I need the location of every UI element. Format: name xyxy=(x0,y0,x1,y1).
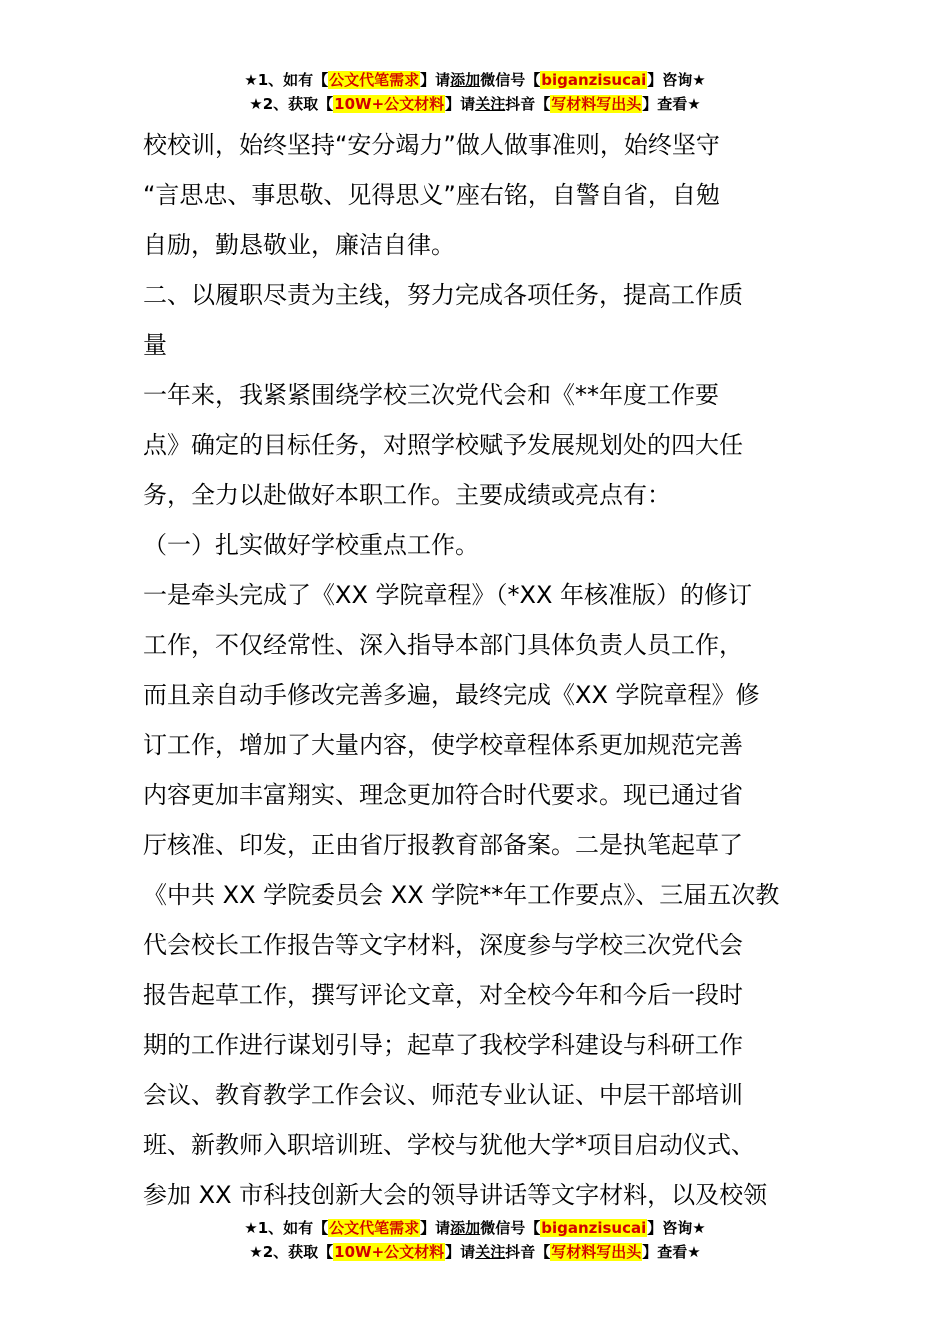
wechat-id-highlight: biganzisucai xyxy=(541,1219,647,1237)
body-line: 而且亲自动手修改完善多遍，最终完成《XX 学院章程》修 xyxy=(143,681,760,709)
promo-text: 2、获取【 xyxy=(262,95,334,113)
douyin-id-highlight: 写材料写出头 xyxy=(551,95,642,113)
body-line: 自励，勤恳敬业，廉洁自律。 xyxy=(143,231,455,259)
promo-underlined-text: 添加 xyxy=(450,71,481,89)
promo-text: 微信号【 xyxy=(480,71,541,89)
header-promo-banner xyxy=(0,68,950,116)
promo-text: 】查看 xyxy=(642,1243,688,1261)
body-line: 班、新教师入职培训班、学校与犹他大学*项目启动仪式、 xyxy=(143,1131,755,1159)
promo-highlight: 公文代笔需求 xyxy=(329,1219,420,1237)
body-line: 内容更加丰富翔实、理念更加符合时代要求。现已通过省 xyxy=(143,781,743,809)
promo-underlined-text: 关注 xyxy=(475,1243,506,1261)
promo-text: 】请 xyxy=(445,1243,476,1261)
body-line: 代会校长工作报告等文字材料，深度参与学校三次党代会 xyxy=(143,931,743,959)
star-icon: ★ xyxy=(692,1219,706,1237)
promo-text: 微信号【 xyxy=(480,1219,541,1237)
star-icon: ★ xyxy=(249,95,263,113)
star-icon: ★ xyxy=(687,1243,701,1261)
body-line: 会议、教育教学工作会议、师范专业认证、中层干部培训 xyxy=(143,1081,743,1109)
body-line: 一年来，我紧紧围绕学校三次党代会和《**年度工作要 xyxy=(143,381,719,409)
body-line: 厅核准、印发，正由省厅报教育部备案。二是执笔起草了 xyxy=(143,831,743,859)
body-line: 报告起草工作，撰写评论文章，对全校今年和今后一段时 xyxy=(143,981,743,1009)
footer-promo-line-1 xyxy=(0,1216,950,1240)
promo-highlight: 10W+公文材料 xyxy=(334,95,445,113)
body-line: 期的工作进行谋划引导；起草了我校学科建设与科研工作 xyxy=(143,1031,743,1059)
star-icon: ★ xyxy=(244,71,258,89)
promo-text: 1、如有【 xyxy=(257,1219,329,1237)
header-promo-line-1 xyxy=(0,68,950,92)
star-icon: ★ xyxy=(692,71,706,89)
promo-text: 】请 xyxy=(420,71,451,89)
promo-underlined-text: 添加 xyxy=(450,1219,481,1237)
promo-text: 】咨询 xyxy=(647,1219,693,1237)
section-heading: 二、以履职尽责为主线，努力完成各项任务，提高工作质 xyxy=(143,281,743,309)
promo-text: 1、如有【 xyxy=(257,71,329,89)
body-line: 《中共 XX 学院委员会 XX 学院**年工作要点》、三届五次教 xyxy=(143,881,780,909)
promo-highlight: 10W+公文材料 xyxy=(334,1243,445,1261)
promo-text: 抖音【 xyxy=(505,1243,551,1261)
promo-text: 】咨询 xyxy=(647,71,693,89)
body-line: 一是牵头完成了《XX 学院章程》（*XX 年核准版）的修订 xyxy=(143,581,753,609)
body-line: 参加 XX 市科技创新大会的领导讲话等文字材料，以及校领 xyxy=(143,1181,768,1209)
subsection-heading: （一）扎实做好学校重点工作。 xyxy=(143,531,479,559)
section-heading: 量 xyxy=(143,331,167,359)
douyin-id-highlight: 写材料写出头 xyxy=(551,1243,642,1261)
body-line: “言思忠、事思敬、见得思义”座右铭，自警自省，自勉 xyxy=(143,181,720,209)
promo-text: 2、获取【 xyxy=(262,1243,334,1261)
promo-text: 】请 xyxy=(420,1219,451,1237)
star-icon: ★ xyxy=(249,1243,263,1261)
body-line: 工作，不仅经常性、深入指导本部门具体负责人员工作， xyxy=(143,631,743,659)
star-icon: ★ xyxy=(687,95,701,113)
footer-promo-banner xyxy=(0,1216,950,1264)
header-promo-line-2 xyxy=(0,92,950,116)
body-line: 点》确定的目标任务，对照学校赋予发展规划处的四大任 xyxy=(143,431,743,459)
wechat-id-highlight: biganzisucai xyxy=(541,71,647,89)
star-icon: ★ xyxy=(244,1219,258,1237)
promo-underlined-text: 关注 xyxy=(475,95,506,113)
promo-highlight: 公文代笔需求 xyxy=(329,71,420,89)
footer-promo-line-2 xyxy=(0,1240,950,1264)
document-body xyxy=(143,120,811,1220)
body-line: 订工作，增加了大量内容，使学校章程体系更加规范完善 xyxy=(143,731,743,759)
promo-text: 】查看 xyxy=(642,95,688,113)
body-line: 校校训，始终坚持“安分竭力”做人做事准则，始终坚守 xyxy=(143,131,720,159)
promo-text: 】请 xyxy=(445,95,476,113)
promo-text: 抖音【 xyxy=(505,95,551,113)
body-line: 务，全力以赴做好本职工作。主要成绩或亮点有： xyxy=(143,481,671,509)
